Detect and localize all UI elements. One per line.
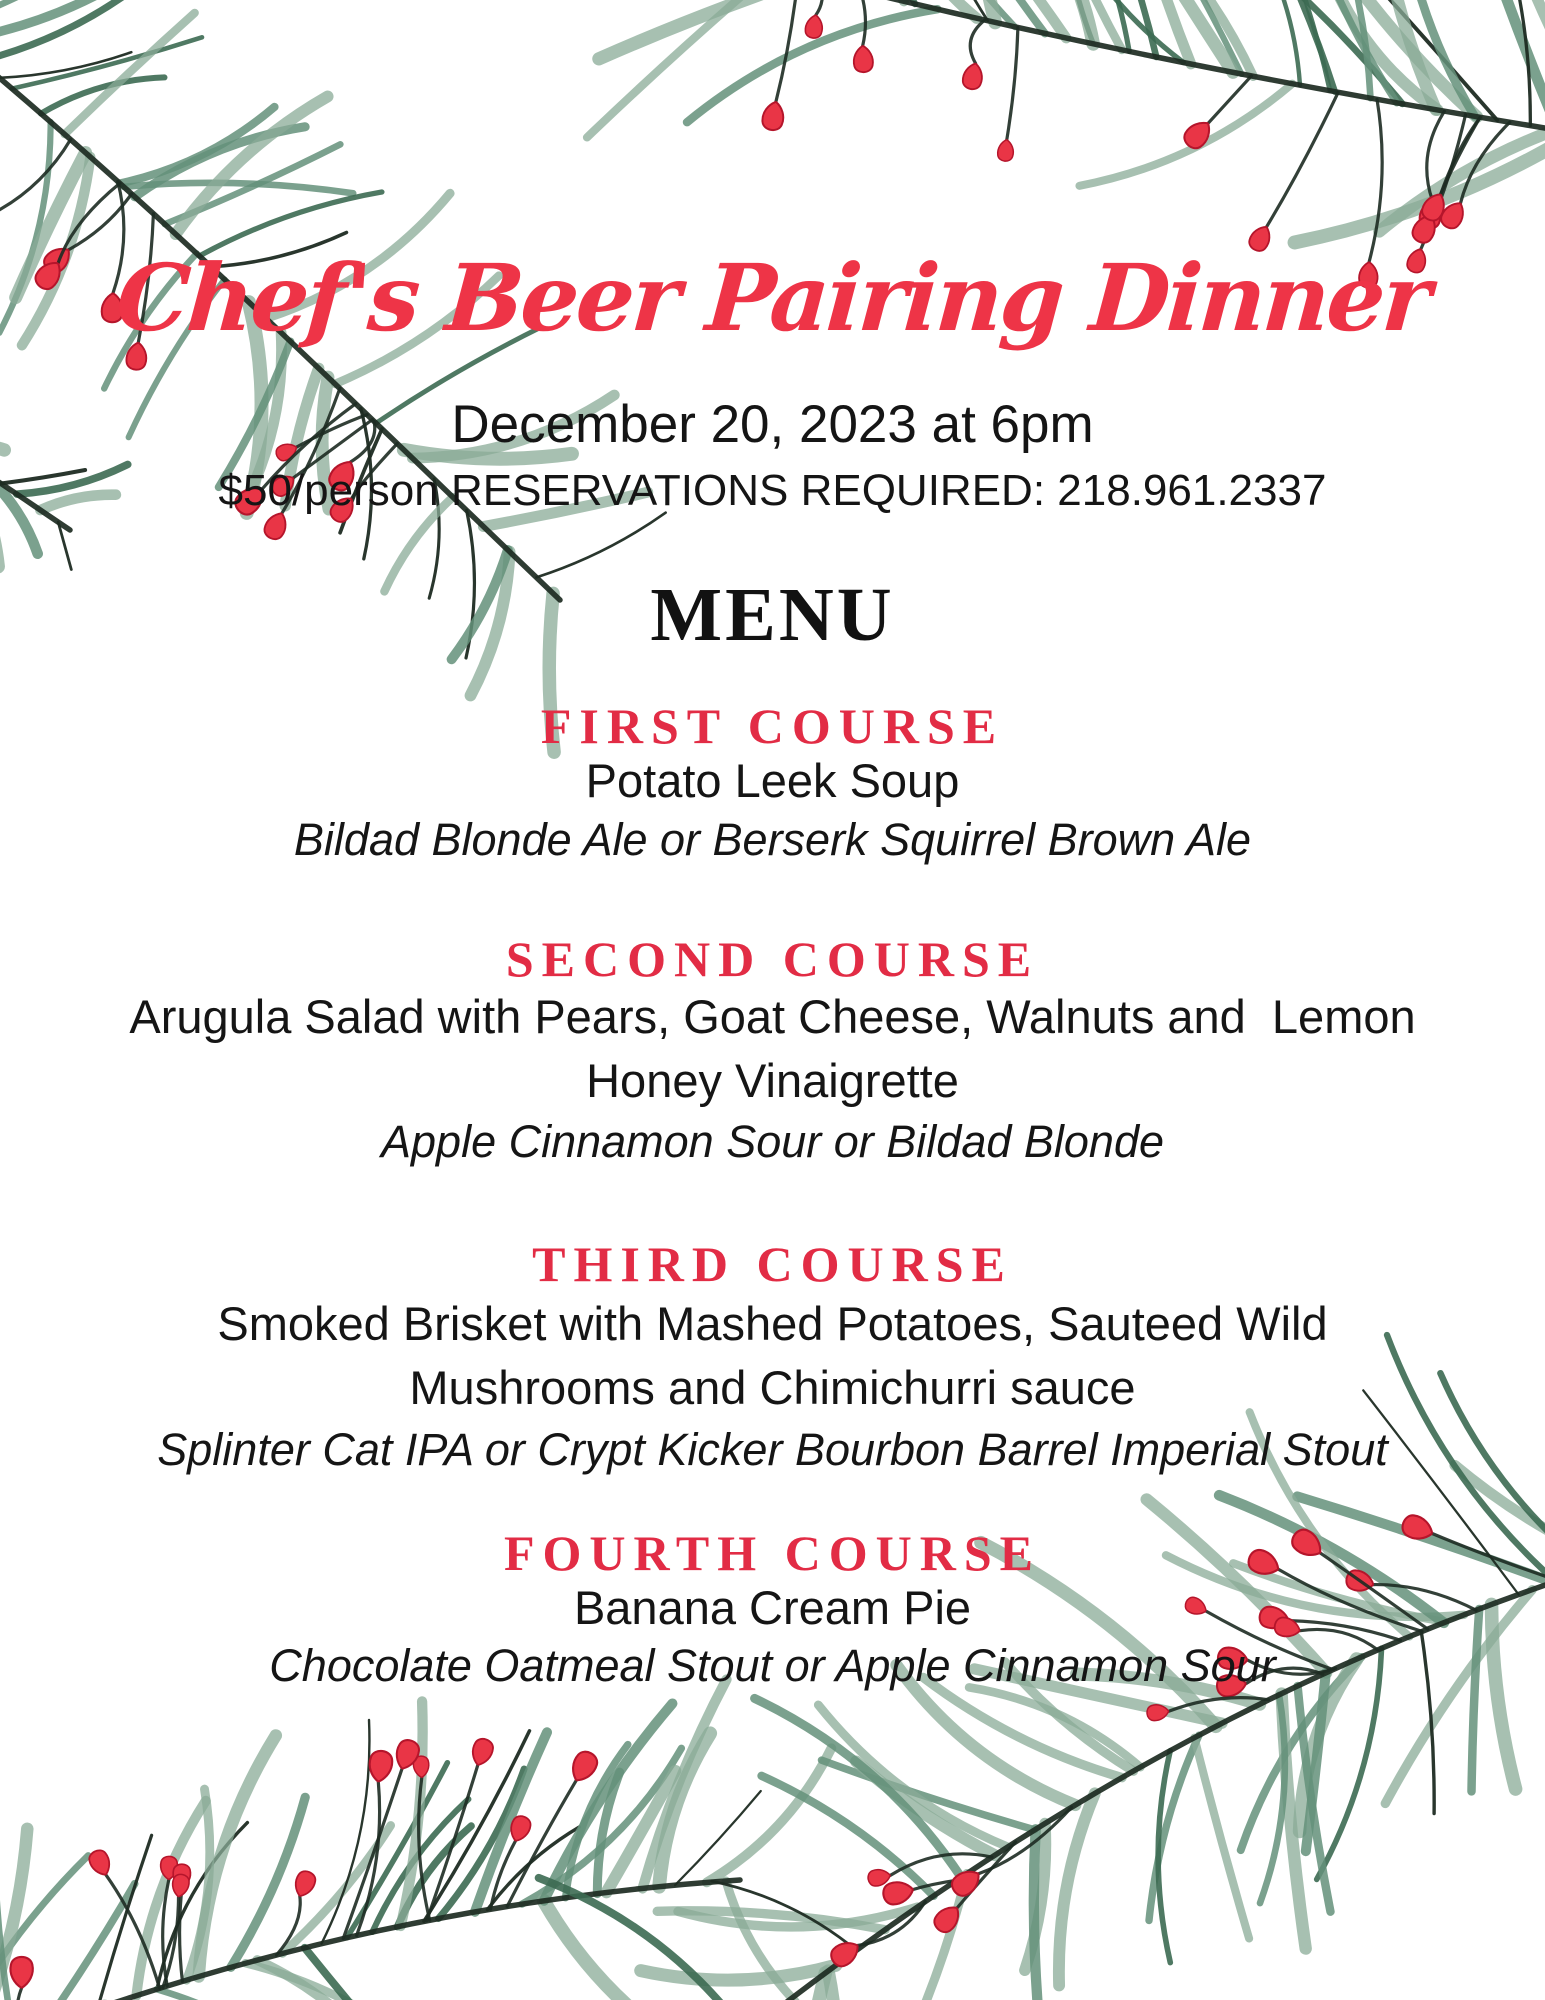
dish-name-third: Smoked Brisket with Mashed Potatoes, Sauteed Wild Mushrooms and Chimichurri sauce <box>217 1297 1328 1414</box>
dish-name-first: Potato Leek Soup <box>585 754 960 807</box>
menu-heading: MENU <box>650 573 895 657</box>
beer-pairing-third: Splinter Cat IPA or Crypt Kicker Bourbon Barrel Imperial Stout <box>157 1424 1388 1475</box>
course-label-third: THIRD COURSE <box>532 1236 1013 1292</box>
beer-pairing-fourth: Chocolate Oatmeal Stout or Apple Cinnamon Sour <box>269 1640 1276 1691</box>
page-title: Chef's Beer Pairing Dinner <box>113 244 1432 352</box>
course-label-second: SECOND COURSE <box>505 931 1040 987</box>
course-label-fourth: FOURTH COURSE <box>503 1525 1041 1581</box>
dish-name-second: Arugula Salad with Pears, Goat Cheese, Walnuts and Lemon Honey Vinaigrette <box>129 990 1416 1107</box>
beer-pairing-first: Bildad Blonde Ale or Berserk Squirrel Brown Ale <box>293 814 1252 865</box>
beer-pairing-second: Apple Cinnamon Sour or Bildad Blonde <box>381 1116 1164 1167</box>
reservation-info: $50/person RESERVATIONS REQUIRED: 218.961.2337 <box>218 466 1327 515</box>
dish-name-fourth: Banana Cream Pie <box>573 1581 972 1634</box>
event-date: December 20, 2023 at 6pm <box>451 395 1094 454</box>
course-label-first: FIRST COURSE <box>540 698 1005 754</box>
